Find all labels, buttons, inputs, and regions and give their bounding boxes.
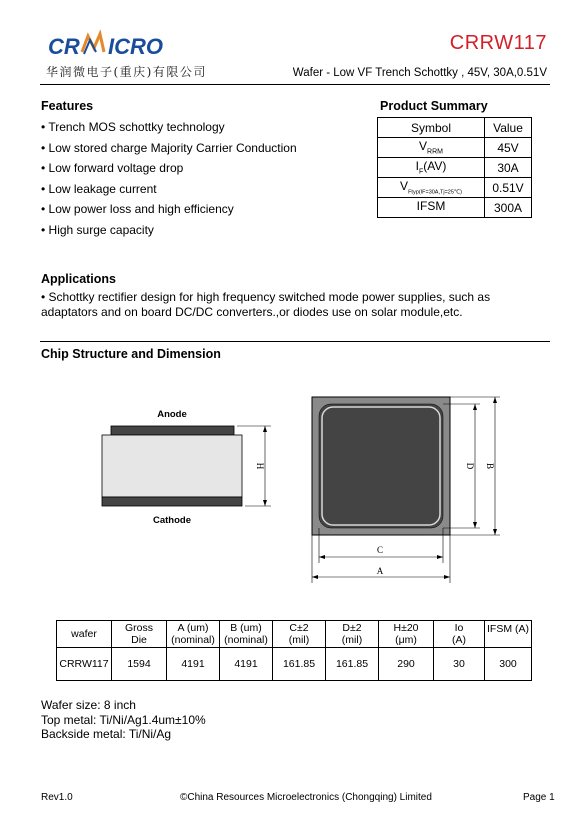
dim-c-label: C bbox=[376, 545, 384, 555]
document-subtitle: Wafer - Low VF Trench Schottky , 45V, 30A,0.51V bbox=[292, 67, 547, 79]
backside-metal: Backside metal: Ti/Ni/Ag bbox=[41, 727, 172, 741]
table-header-row bbox=[57, 621, 532, 648]
table-header: B (um) (nominal) bbox=[220, 621, 273, 648]
anode-label: Anode bbox=[157, 409, 187, 420]
table-header: Symbol bbox=[378, 118, 485, 138]
table-row: $V_{Ftyp(IF=30A,Tj=25℃)}$ 0.51V bbox=[378, 178, 532, 198]
header-divider bbox=[40, 84, 550, 85]
footer-revision: Rev1.0 bbox=[41, 792, 73, 803]
table-row: $V_{RRM}$ 45V bbox=[378, 138, 532, 158]
list-item: • Low leakage current bbox=[41, 181, 157, 196]
table-header: IFSM (A) bbox=[485, 621, 532, 648]
list-item: • High surge capacity bbox=[41, 222, 154, 237]
chip-top-view-diagram bbox=[308, 393, 508, 588]
table-header: Gross Die bbox=[112, 621, 167, 648]
list-item: • Trench MOS schottky technology bbox=[41, 120, 225, 134]
table-header: D±2 (mil) bbox=[326, 621, 379, 648]
cr-micro-logo-icon bbox=[48, 26, 198, 66]
dim-h-label: H bbox=[255, 462, 265, 470]
applications-text: • Schottky rectifier design for high frequency switched mode power supplies, such as adaptators and on board DC/DC converters.,or diodes use on solar module,etc. bbox=[41, 290, 491, 319]
applications-title: Applications bbox=[41, 272, 117, 286]
table-row: CRRW117 1594 4191 4191 161.85 161.85 290 30 300 bbox=[57, 648, 532, 681]
dim-b-label: B bbox=[485, 462, 495, 470]
cathode-label: Cathode bbox=[153, 515, 191, 526]
features-title: Features bbox=[41, 99, 94, 113]
wafer-size: Wafer size: 8 inch bbox=[41, 698, 136, 712]
table-header: wafer bbox=[57, 621, 112, 648]
top-metal: Top metal: Ti/Ni/Ag1.4um±10% bbox=[41, 712, 206, 727]
table-header: Value bbox=[485, 118, 532, 138]
table-row: IFSM 300A bbox=[378, 198, 532, 218]
table-header: C±2 (mil) bbox=[273, 621, 326, 648]
table-header: H±20 (μm) bbox=[379, 621, 434, 648]
list-item: • Low stored charge Majority Carrier Conduction bbox=[41, 140, 297, 155]
company-name-cn: 华润微电子(重庆)有限公司 bbox=[46, 65, 207, 79]
company-logo bbox=[48, 26, 198, 66]
wafer-info bbox=[41, 698, 206, 742]
table-header: A (um) (nominal) bbox=[167, 621, 220, 648]
features-list bbox=[41, 117, 297, 240]
table-header: Io (A) bbox=[434, 621, 485, 648]
list-item: • Low forward voltage drop bbox=[41, 161, 184, 175]
table-row: $I_F(AV)$ 30A bbox=[378, 158, 532, 178]
svg-text:ICRO: ICRO bbox=[108, 34, 163, 59]
list-item: • Low power loss and high efficiency bbox=[41, 202, 234, 216]
footer-page: Page 1 bbox=[523, 792, 555, 803]
chip-structure-title: Chip Structure and Dimension bbox=[41, 347, 221, 361]
section-divider bbox=[40, 341, 550, 342]
footer-copyright: ©China Resources Microelectronics (Chongqing) Limited bbox=[180, 792, 432, 803]
dim-d-label: D bbox=[465, 462, 475, 470]
product-summary-title: Product Summary bbox=[380, 99, 488, 113]
chip-side-view-diagram bbox=[95, 405, 280, 530]
chip-spec-table bbox=[56, 620, 532, 681]
dim-a-label: A bbox=[376, 566, 384, 576]
svg-text:CR: CR bbox=[48, 34, 80, 59]
part-number: CRRW117 bbox=[449, 32, 547, 54]
product-summary-table bbox=[377, 117, 532, 218]
